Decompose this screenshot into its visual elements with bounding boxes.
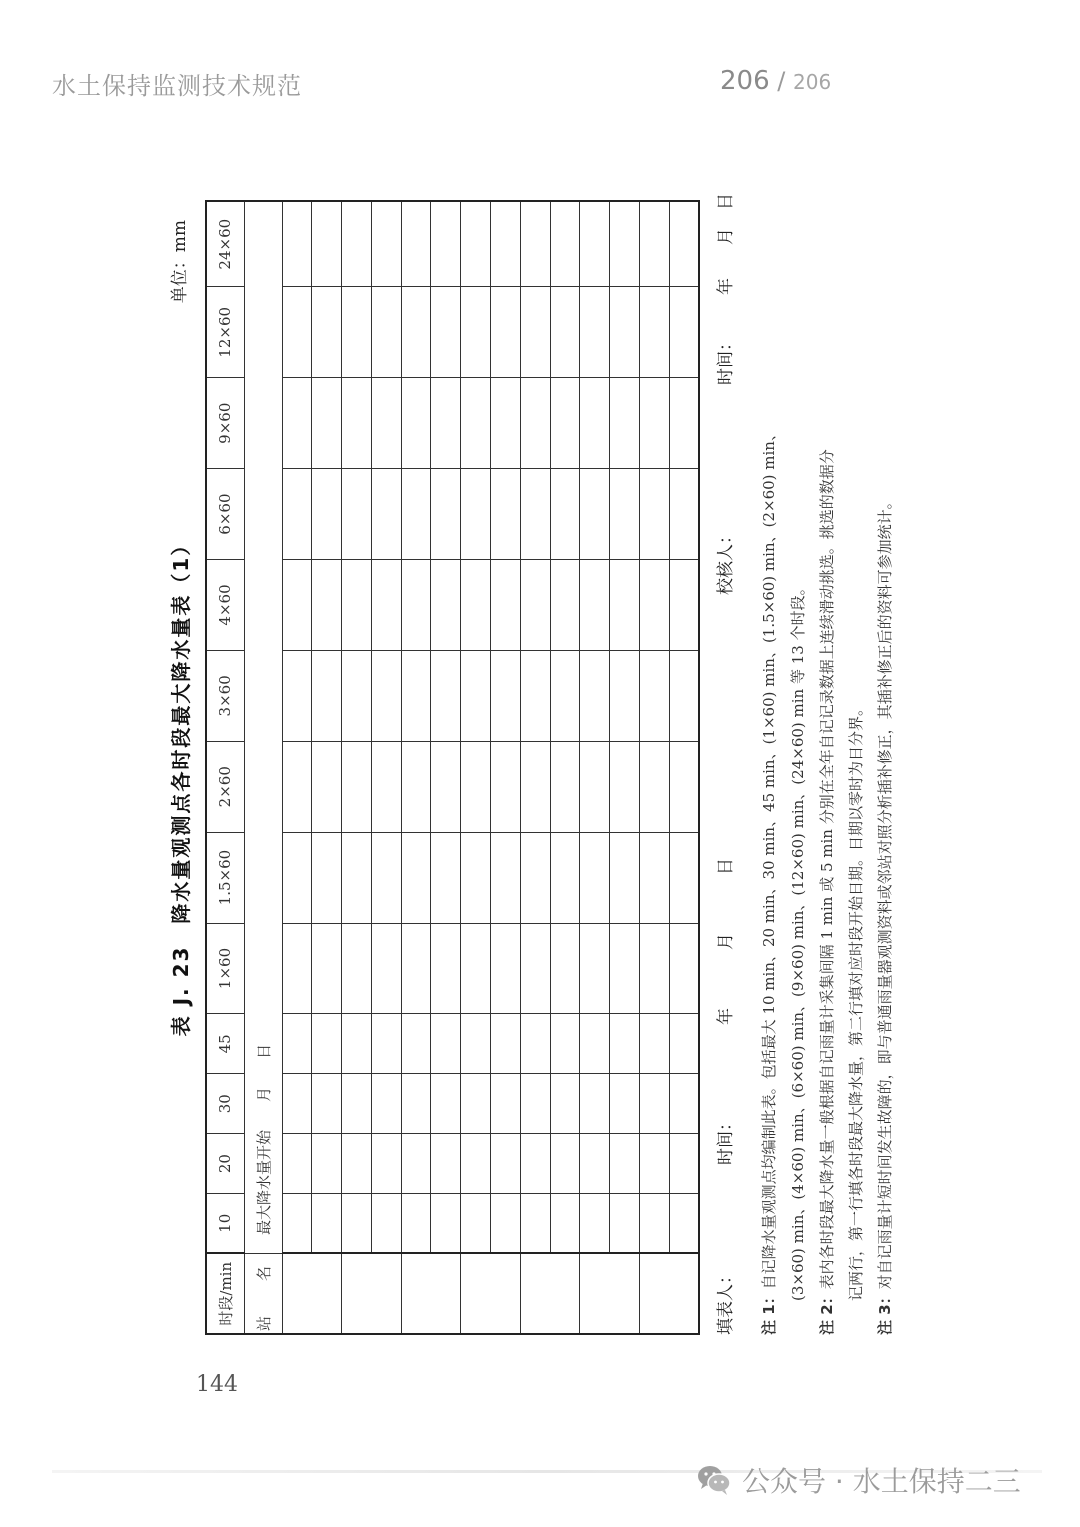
value-cell	[401, 287, 431, 378]
period-1x60: 1×60	[206, 923, 244, 1014]
value-cell	[461, 469, 491, 560]
header-period-row	[206, 201, 244, 1334]
value-cell	[342, 469, 372, 560]
value-cell	[550, 560, 580, 651]
value-cell	[491, 741, 521, 832]
printed-page-number: 144	[196, 1372, 238, 1397]
value-cell	[610, 1194, 640, 1254]
value-cell	[431, 1074, 461, 1134]
value-cell	[282, 1014, 312, 1074]
value-cell	[640, 469, 670, 560]
value-cell	[342, 1074, 372, 1134]
value-cell	[461, 1194, 491, 1254]
value-cell	[610, 378, 640, 469]
value-cell	[520, 378, 550, 469]
note-3-line-1: 对自记雨量计短时间发生故障的，即与普通雨量器观测资料或邻站对照分析插补修正，其插补修正后的资料可参加统计。	[876, 494, 894, 1290]
value-cell	[580, 832, 610, 923]
value-cell	[550, 1134, 580, 1194]
value-cell	[431, 923, 461, 1014]
station-label: 站 名	[244, 1253, 282, 1334]
period-6x60: 6×60	[206, 469, 244, 560]
value-cell	[312, 378, 342, 469]
period-label: 时段/min	[206, 1253, 244, 1334]
value-cell	[640, 741, 670, 832]
value-cell	[431, 1134, 461, 1194]
value-cell	[461, 287, 491, 378]
note-2-label: 注 2：	[818, 1289, 836, 1335]
value-cell	[342, 1134, 372, 1194]
table-row	[550, 201, 580, 1334]
year-label-2: 年	[716, 278, 736, 295]
value-cell	[312, 923, 342, 1014]
table-unit: 单位：mm	[170, 220, 190, 304]
document-title: 水土保持监测技术规范	[52, 72, 302, 100]
value-cell	[312, 201, 342, 287]
value-cell	[491, 1014, 521, 1074]
value-cell	[580, 1194, 610, 1254]
current-page: 206	[720, 66, 770, 96]
value-cell	[520, 923, 550, 1014]
value-cell	[312, 560, 342, 651]
total-pages: 206	[793, 70, 832, 94]
period-2x60: 2×60	[206, 741, 244, 832]
period-3x60: 3×60	[206, 650, 244, 741]
value-cell	[580, 1014, 610, 1074]
value-cell	[491, 378, 521, 469]
value-cell	[312, 1014, 342, 1074]
value-cell	[640, 287, 670, 378]
value-cell	[401, 1074, 431, 1134]
value-cell	[282, 832, 312, 923]
note-3	[871, 235, 900, 1335]
value-cell	[461, 1074, 491, 1134]
value-cell	[282, 1194, 312, 1254]
value-cell	[371, 560, 401, 651]
value-cell	[669, 741, 699, 832]
rotated-document-page	[165, 193, 895, 1335]
month-label-2: 月	[716, 228, 736, 245]
value-cell	[550, 1194, 580, 1254]
value-cell	[342, 650, 372, 741]
page-counter	[720, 66, 831, 96]
value-cell	[401, 1194, 431, 1254]
table-row	[520, 201, 550, 1334]
value-cell	[371, 650, 401, 741]
table-row	[401, 201, 431, 1334]
station-cell	[640, 1253, 700, 1334]
table-row	[282, 201, 312, 1334]
value-cell	[401, 201, 431, 287]
station-cell	[401, 1253, 461, 1334]
value-cell	[342, 378, 372, 469]
value-cell	[610, 741, 640, 832]
value-cell	[431, 287, 461, 378]
start-date-header	[244, 201, 282, 1253]
value-cell	[401, 378, 431, 469]
value-cell	[640, 378, 670, 469]
value-cell	[580, 741, 610, 832]
value-cell	[550, 287, 580, 378]
value-cell	[371, 469, 401, 560]
value-cell	[342, 560, 372, 651]
value-cell	[371, 1194, 401, 1254]
value-cell	[669, 1014, 699, 1074]
value-cell	[282, 469, 312, 560]
value-cell	[610, 1074, 640, 1134]
month-label-1: 月	[716, 933, 736, 950]
value-cell	[401, 469, 431, 560]
page-separator: /	[777, 67, 786, 95]
value-cell	[342, 923, 372, 1014]
value-cell	[461, 201, 491, 287]
value-cell	[461, 1134, 491, 1194]
table-title: 表 J. 23 降水量观测点各时段最大降水量表（1）	[169, 533, 193, 1037]
value-cell	[669, 560, 699, 651]
value-cell	[431, 741, 461, 832]
value-cell	[520, 832, 550, 923]
watermark-text: 公众号 · 水土保持二三	[742, 1465, 1021, 1498]
value-cell	[312, 1134, 342, 1194]
value-cell	[610, 201, 640, 287]
value-cell	[461, 650, 491, 741]
start-label: 最大降水量开始	[254, 1129, 273, 1235]
value-cell	[491, 923, 521, 1014]
note-1	[755, 235, 784, 1335]
value-cell	[371, 741, 401, 832]
value-cell	[461, 560, 491, 651]
value-cell	[371, 201, 401, 287]
value-cell	[640, 201, 670, 287]
note-1-continuation: (3×60) min、(4×60) min、(6×60) min、(9×60) min、(12×60) min、(24×60) min 等 13 个时段。	[789, 580, 807, 1301]
value-cell	[282, 378, 312, 469]
value-cell	[520, 1014, 550, 1074]
period-12x60: 12×60	[206, 287, 244, 378]
value-cell	[431, 832, 461, 923]
value-cell	[282, 650, 312, 741]
value-cell	[580, 923, 610, 1014]
value-cell	[669, 378, 699, 469]
value-cell	[520, 560, 550, 651]
value-cell	[491, 832, 521, 923]
value-cell	[371, 1074, 401, 1134]
year-label-1: 年	[716, 1008, 736, 1025]
table-row	[669, 201, 699, 1334]
value-cell	[520, 1194, 550, 1254]
value-cell	[610, 287, 640, 378]
value-cell	[342, 741, 372, 832]
note-2	[813, 235, 842, 1335]
station-cell	[342, 1253, 402, 1334]
value-cell	[342, 1014, 372, 1074]
value-cell	[520, 650, 550, 741]
value-cell	[312, 287, 342, 378]
period-20: 20	[206, 1134, 244, 1194]
wechat-icon	[696, 1462, 732, 1498]
value-cell	[640, 1134, 670, 1194]
table-row	[312, 201, 342, 1334]
value-cell	[520, 201, 550, 287]
value-cell	[520, 1134, 550, 1194]
value-cell	[371, 287, 401, 378]
note-1-label: 注 1：	[760, 1289, 778, 1335]
value-cell	[461, 1014, 491, 1074]
table-row	[342, 201, 372, 1334]
value-cell	[491, 560, 521, 651]
day-label-2: 日	[716, 193, 736, 210]
value-cell	[669, 201, 699, 287]
value-cell	[610, 650, 640, 741]
value-cell	[342, 1194, 372, 1254]
period-9x60: 9×60	[206, 378, 244, 469]
day-label-1: 日	[716, 858, 736, 875]
value-cell	[669, 287, 699, 378]
value-cell	[491, 201, 521, 287]
value-cell	[610, 1134, 640, 1194]
value-cell	[282, 201, 312, 287]
value-cell	[580, 1134, 610, 1194]
value-cell	[520, 469, 550, 560]
value-cell	[610, 1014, 640, 1074]
value-cell	[580, 201, 610, 287]
value-cell	[371, 1014, 401, 1074]
value-cell	[669, 923, 699, 1014]
value-cell	[550, 1014, 580, 1074]
period-10: 10	[206, 1194, 244, 1254]
value-cell	[371, 923, 401, 1014]
value-cell	[550, 469, 580, 560]
value-cell	[312, 741, 342, 832]
rainfall-table	[205, 200, 700, 1335]
value-cell	[431, 1194, 461, 1254]
value-cell	[401, 741, 431, 832]
value-cell	[580, 560, 610, 651]
value-cell	[312, 1074, 342, 1134]
value-cell	[610, 923, 640, 1014]
value-cell	[550, 201, 580, 287]
value-cell	[342, 287, 372, 378]
table-row	[431, 201, 461, 1334]
value-cell	[431, 469, 461, 560]
checker-label: 校核人：	[716, 527, 736, 595]
value-cell	[282, 1074, 312, 1134]
value-cell	[550, 378, 580, 469]
value-cell	[669, 832, 699, 923]
value-cell	[491, 469, 521, 560]
value-cell	[431, 650, 461, 741]
value-cell	[580, 378, 610, 469]
value-cell	[401, 923, 431, 1014]
value-cell	[610, 469, 640, 560]
value-cell	[282, 923, 312, 1014]
period-30: 30	[206, 1074, 244, 1134]
month-char: 月	[254, 1086, 273, 1102]
value-cell	[669, 1074, 699, 1134]
wechat-watermark	[696, 1460, 1021, 1500]
filler-label: 填表人：	[716, 1267, 736, 1335]
value-cell	[550, 923, 580, 1014]
note-3-label: 注 3：	[876, 1289, 894, 1335]
value-cell	[371, 832, 401, 923]
time-label-1: 时间：	[716, 1114, 736, 1165]
table-row	[640, 201, 670, 1334]
value-cell	[461, 741, 491, 832]
note-2-continuation: 记两行，第一行填各时段最大降水量，第二行填对应时段开始日期。日期以零时为日分界。	[847, 700, 865, 1301]
value-cell	[491, 1194, 521, 1254]
value-cell	[640, 1194, 670, 1254]
value-cell	[342, 201, 372, 287]
value-cell	[520, 287, 550, 378]
period-24x60: 24×60	[206, 201, 244, 287]
value-cell	[580, 469, 610, 560]
value-cell	[520, 741, 550, 832]
value-cell	[282, 287, 312, 378]
value-cell	[371, 378, 401, 469]
value-cell	[401, 1014, 431, 1074]
value-cell	[282, 1134, 312, 1194]
value-cell	[610, 560, 640, 651]
period-1-5x60: 1.5×60	[206, 832, 244, 923]
station-cell	[520, 1253, 580, 1334]
period-45: 45	[206, 1014, 244, 1074]
note-2-line-1: 表内各时段最大降水量一般根据自记雨量计采集间隔 1 min 或 5 min 分别在全年自记记录数据上连续滑动挑选。挑选的数据分	[818, 449, 836, 1290]
period-4x60: 4×60	[206, 560, 244, 651]
header-station-row	[244, 201, 282, 1334]
value-cell	[669, 469, 699, 560]
value-cell	[431, 378, 461, 469]
value-cell	[371, 1134, 401, 1194]
station-cell	[580, 1253, 640, 1334]
value-cell	[312, 832, 342, 923]
value-cell	[431, 201, 461, 287]
notes	[755, 235, 900, 1335]
value-cell	[491, 1134, 521, 1194]
value-cell	[491, 650, 521, 741]
value-cell	[550, 1074, 580, 1134]
station-cell	[461, 1253, 521, 1334]
value-cell	[640, 560, 670, 651]
value-cell	[312, 1194, 342, 1254]
value-cell	[669, 1134, 699, 1194]
value-cell	[312, 650, 342, 741]
value-cell	[580, 287, 610, 378]
day-char: 日	[254, 1043, 273, 1059]
value-cell	[312, 469, 342, 560]
value-cell	[550, 832, 580, 923]
value-cell	[431, 1014, 461, 1074]
value-cell	[580, 650, 610, 741]
value-cell	[640, 832, 670, 923]
table-row	[371, 201, 401, 1334]
table-row	[461, 201, 491, 1334]
value-cell	[401, 650, 431, 741]
value-cell	[640, 1074, 670, 1134]
value-cell	[491, 287, 521, 378]
value-cell	[520, 1074, 550, 1134]
value-cell	[282, 560, 312, 651]
value-cell	[550, 741, 580, 832]
value-cell	[640, 1014, 670, 1074]
value-cell	[342, 832, 372, 923]
value-cell	[640, 650, 670, 741]
value-cell	[640, 923, 670, 1014]
station-cell	[282, 1253, 342, 1334]
value-cell	[461, 923, 491, 1014]
value-cell	[401, 1134, 431, 1194]
value-cell	[461, 378, 491, 469]
table-row	[580, 201, 610, 1334]
value-cell	[461, 832, 491, 923]
value-cell	[580, 1074, 610, 1134]
time-label-2: 时间：	[716, 334, 736, 385]
table-row	[491, 201, 521, 1334]
value-cell	[431, 560, 461, 651]
table-row	[610, 201, 640, 1334]
value-cell	[282, 741, 312, 832]
value-cell	[610, 832, 640, 923]
value-cell	[401, 832, 431, 923]
value-cell	[669, 650, 699, 741]
value-cell	[550, 650, 580, 741]
value-cell	[491, 1074, 521, 1134]
value-cell	[401, 560, 431, 651]
value-cell	[669, 1194, 699, 1254]
note-1-line-1: 自记降水量观测点均编制此表。包括最大 10 min、20 min、30 min、45 min、(1×60) min、(1.5×60) min、(2×60) min、	[760, 426, 778, 1290]
